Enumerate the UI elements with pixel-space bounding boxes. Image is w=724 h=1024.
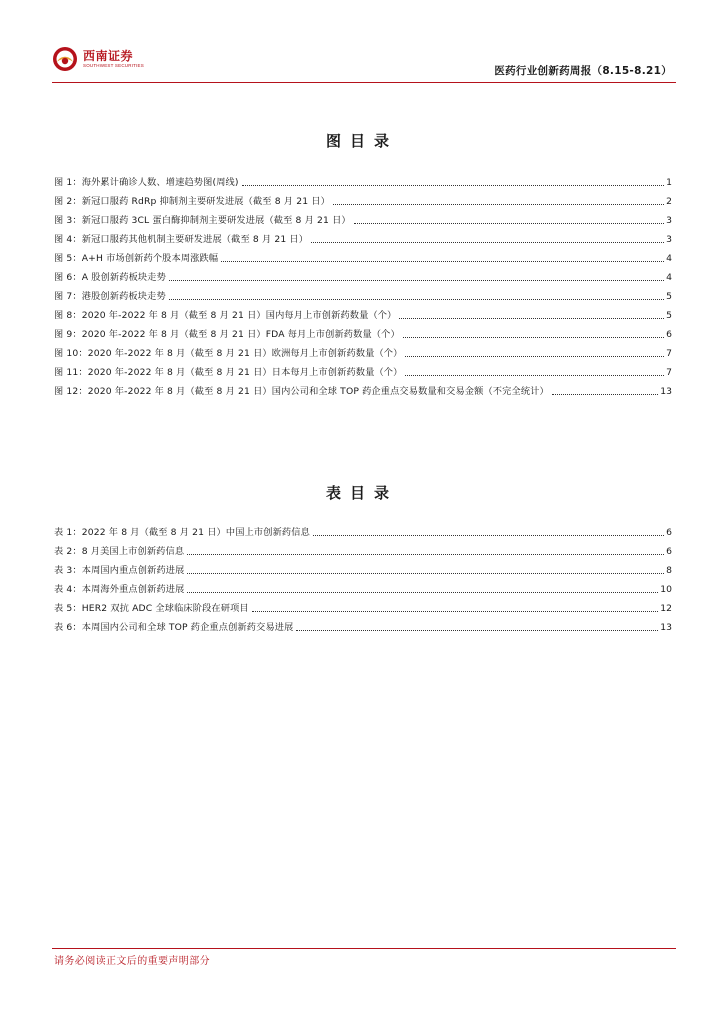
logo-chinese-name: 西南证券 xyxy=(83,48,134,63)
dot-leader xyxy=(354,222,664,224)
figure-toc-entry-label[interactable]: 图 11：2020 年-2022 年 8 月（截至 8 月 21 日）日本每月上市创新药数量（个） xyxy=(54,367,403,378)
logo-english-name: SOUTHWEST SECURITIES xyxy=(83,62,144,68)
figures-toc-heading: 图目录 xyxy=(325,132,398,150)
dot-leader xyxy=(403,336,664,338)
figure-toc-entry[interactable] xyxy=(54,265,672,284)
figures-toc-list xyxy=(54,170,672,398)
table-toc-entry[interactable] xyxy=(54,558,672,577)
dot-leader xyxy=(405,355,664,357)
figure-toc-entry-page-number[interactable]: 6 xyxy=(666,329,672,340)
figure-toc-entry[interactable] xyxy=(54,246,672,265)
company-logo xyxy=(52,42,162,76)
dot-leader xyxy=(242,184,665,186)
figure-toc-entry[interactable] xyxy=(54,341,672,360)
figure-toc-entry-label[interactable]: 图 2：新冠口服药 RdRp 抑制剂主要研发进展（截至 8 月 21 日） xyxy=(54,196,330,207)
dot-leader xyxy=(313,534,664,536)
figure-toc-entry-page-number[interactable]: 5 xyxy=(666,291,672,302)
table-toc-entry-label[interactable]: 表 4：本周海外重点创新药进展 xyxy=(54,584,185,595)
figure-toc-entry-label[interactable]: 图 1：海外累计确诊人数、增速趋势图(周线) xyxy=(54,177,239,188)
dot-leader xyxy=(552,393,658,395)
dot-leader xyxy=(405,374,664,376)
figure-toc-entry-page-number[interactable]: 13 xyxy=(660,386,672,397)
figure-toc-entry[interactable] xyxy=(54,303,672,322)
table-toc-entry[interactable] xyxy=(54,577,672,596)
figure-toc-entry-label[interactable]: 图 8：2020 年-2022 年 8 月（截至 8 月 21 日）国内每月上市创新药数量（个） xyxy=(54,310,397,321)
figure-toc-entry-label[interactable]: 图 5：A+H 市场创新药个股本周涨跌幅 xyxy=(54,253,219,264)
figure-toc-entry-page-number[interactable]: 4 xyxy=(666,253,672,264)
table-toc-entry[interactable] xyxy=(54,520,672,539)
table-toc-entry-page-number[interactable]: 10 xyxy=(660,584,672,595)
southwest-securities-logo-icon xyxy=(52,46,78,72)
table-toc-entry-page-number[interactable]: 13 xyxy=(660,622,672,633)
logo-wordmark xyxy=(83,50,144,69)
figure-toc-entry[interactable] xyxy=(54,208,672,227)
dot-leader xyxy=(187,553,664,555)
figure-toc-entry[interactable] xyxy=(54,189,672,208)
figure-toc-entry-page-number[interactable]: 1 xyxy=(666,177,672,188)
figure-toc-entry-label[interactable]: 图 4：新冠口服药其他机制主要研发进展（截至 8 月 21 日） xyxy=(54,234,309,245)
figure-toc-entry-page-number[interactable]: 5 xyxy=(666,310,672,321)
figure-toc-entry[interactable] xyxy=(54,227,672,246)
dot-leader xyxy=(169,298,664,300)
table-toc-entry-page-number[interactable]: 6 xyxy=(666,546,672,557)
dot-leader xyxy=(399,317,664,319)
figure-toc-entry-label[interactable]: 图 10：2020 年-2022 年 8 月（截至 8 月 21 日）欧洲每月上市创新药数量（个） xyxy=(54,348,403,359)
table-toc-entry[interactable] xyxy=(54,539,672,558)
table-toc-entry[interactable] xyxy=(54,615,672,634)
table-toc-entry-label[interactable]: 表 2：8 月美国上市创新药信息 xyxy=(54,546,185,557)
figure-toc-entry-label[interactable]: 图 7：港股创新药板块走势 xyxy=(54,291,166,302)
table-toc-entry-page-number[interactable]: 6 xyxy=(666,527,672,538)
disclaimer-note: 请务必阅读正文后的重要声明部分 xyxy=(54,956,210,967)
tables-toc-list xyxy=(54,520,672,634)
figure-toc-entry-page-number[interactable]: 3 xyxy=(666,234,672,245)
dot-leader xyxy=(252,610,659,612)
figure-toc-entry-page-number[interactable]: 7 xyxy=(666,367,672,378)
figure-toc-entry[interactable] xyxy=(54,379,672,398)
figure-toc-entry[interactable] xyxy=(54,170,672,189)
dot-leader xyxy=(296,629,658,631)
dot-leader xyxy=(169,279,664,281)
figure-toc-entry[interactable] xyxy=(54,322,672,341)
table-toc-entry-label[interactable]: 表 5：HER2 双抗 ADC 全球临床阶段在研项目 xyxy=(54,603,249,614)
dot-leader xyxy=(187,591,658,593)
footer-divider xyxy=(52,948,676,949)
table-toc-entry-label[interactable]: 表 3：本周国内重点创新药进展 xyxy=(54,565,185,576)
figure-toc-entry-page-number[interactable]: 3 xyxy=(666,215,672,226)
table-toc-entry-label[interactable]: 表 6：本周国内公司和全球 TOP 药企重点创新药交易进展 xyxy=(54,622,294,633)
header-divider xyxy=(52,82,676,83)
figure-toc-entry[interactable] xyxy=(54,360,672,379)
figure-toc-entry-page-number[interactable]: 7 xyxy=(666,348,672,359)
tables-toc-heading: 表目录 xyxy=(325,484,398,502)
page-header xyxy=(52,40,676,84)
figure-toc-entry-page-number[interactable]: 4 xyxy=(666,272,672,283)
figure-toc-entry-label[interactable]: 图 6：A 股创新药板块走势 xyxy=(54,272,166,283)
table-toc-entry-label[interactable]: 表 1：2022 年 8 月（截至 8 月 21 日）中国上市创新药信息 xyxy=(54,527,310,538)
dot-leader xyxy=(187,572,664,574)
figure-toc-entry-label[interactable]: 图 12：2020 年-2022 年 8 月（截至 8 月 21 日）国内公司和全球 TOP 药企重点交易数量和交易金额（不完全统计） xyxy=(54,386,549,397)
figure-toc-entry[interactable] xyxy=(54,284,672,303)
dot-leader xyxy=(333,203,664,205)
dot-leader xyxy=(221,260,664,262)
dot-leader xyxy=(311,241,664,243)
table-toc-entry[interactable] xyxy=(54,596,672,615)
figure-toc-entry-label[interactable]: 图 3：新冠口服药 3CL 蛋白酶抑制剂主要研发进展（截至 8 月 21 日） xyxy=(54,215,351,226)
table-toc-entry-page-number[interactable]: 12 xyxy=(660,603,672,614)
figure-toc-entry-label[interactable]: 图 9：2020 年-2022 年 8 月（截至 8 月 21 日）FDA 每月上市创新药数量（个） xyxy=(54,329,400,340)
figure-toc-entry-page-number[interactable]: 2 xyxy=(666,196,672,207)
report-title: 医药行业创新药周报（8.15-8.21） xyxy=(494,65,672,77)
table-toc-entry-page-number[interactable]: 8 xyxy=(666,565,672,576)
